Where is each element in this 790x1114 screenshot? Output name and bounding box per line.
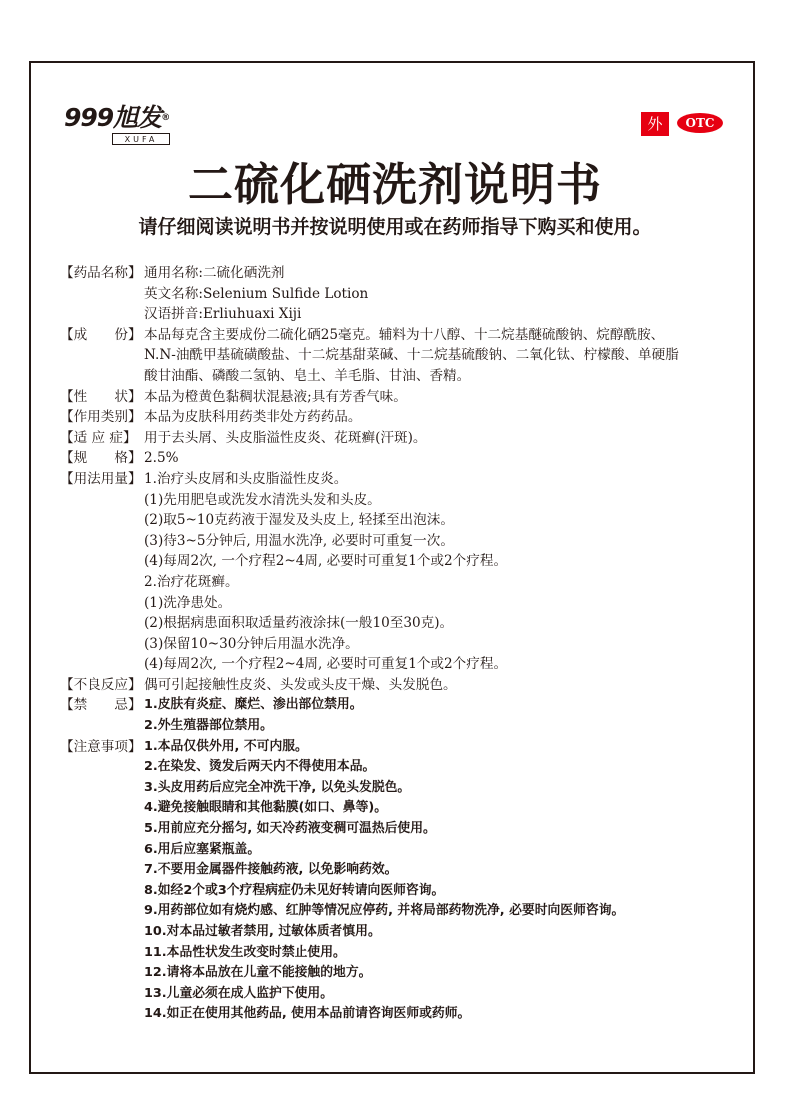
- section-row: [60, 263, 760, 325]
- section-content: [144, 263, 760, 325]
- section-line: 汉语拼音:Erliuhuaxi Xiji: [144, 306, 302, 323]
- section-label: 【规 格】: [60, 450, 142, 467]
- section-line: 10.对本品过敏者禁用, 过敏体质者慎用。: [144, 924, 381, 939]
- section-row: [60, 407, 760, 428]
- section-row: [60, 428, 760, 449]
- section-content: [144, 428, 760, 449]
- section-line: 本品为橙黄色黏稠状混悬液;具有芳香气味。: [144, 388, 407, 405]
- section-row: [60, 675, 760, 696]
- section-content: [144, 325, 760, 387]
- section-line: 13.儿童必须在成人监护下使用。: [144, 985, 334, 1001]
- section-line: 用于去头屑、头皮脂溢性皮炎、花斑癣(汗斑)。: [144, 429, 427, 446]
- section-line: (2)取5~10克药液于湿发及头皮上, 轻揉至出泡沫。: [144, 512, 454, 529]
- section-line: (3)保留10~30分钟后用温水洗净。: [144, 635, 359, 652]
- section-line: 酸甘油酯、磷酸二氢钠、皂土、羊毛脂、甘油、香精。: [144, 367, 471, 384]
- instruction-body: [60, 263, 760, 1025]
- section-row: [60, 387, 760, 408]
- section-label: 【作用类别】: [60, 409, 142, 426]
- section-line: 偶可引起接触性皮炎、头发或头皮干燥、头发脱色。: [144, 676, 457, 693]
- section-line: 1.治疗头皮屑和头皮脂溢性皮炎。: [144, 470, 348, 487]
- section-line: 3.头皮用药后应完全冲洗干净, 以免头发脱色。: [144, 779, 411, 795]
- section-line: 12.请将本品放在儿童不能接触的地方。: [144, 965, 372, 981]
- section-line: 2.5%: [144, 450, 179, 467]
- section-label: 【适 应 症】: [60, 429, 137, 446]
- section-line: 本品为皮肤科用药类非处方药药品。: [144, 409, 362, 426]
- document-subtitle: 请仔细阅读说明书并按说明使用或在药师指导下购买和使用。: [138, 216, 652, 238]
- section-row: [60, 737, 760, 1025]
- section-line: 6.用后应塞紧瓶盖。: [144, 841, 261, 857]
- section-line: N.N-油酰甲基硫磺酸盐、十二烷基甜菜碱、十二烷基硫酸钠、二氧化钛、柠檬酸、单硬脂: [144, 347, 679, 364]
- section-line: (4)每周2次, 一个疗程2~4周, 必要时可重复1个或2个疗程。: [144, 553, 508, 570]
- external-use-badge: 外: [641, 112, 669, 136]
- section-label: 【禁 忌】: [60, 697, 142, 714]
- section-row: [60, 448, 760, 469]
- section-line: 2.在染发、烫发后两天内不得使用本品。: [144, 759, 376, 775]
- section-content: [144, 407, 760, 428]
- section-label: 【性 状】: [60, 388, 142, 405]
- section-content: [144, 695, 760, 736]
- section-line: 4.避免接触眼睛和其他黏膜(如口、鼻等)。: [144, 800, 388, 816]
- section-label: 【注意事项】: [60, 738, 142, 755]
- section-line: (2)根据病患面积取适量药液涂抹(一般10至30克)。: [144, 615, 454, 632]
- section-label: 【不良反应】: [60, 676, 142, 693]
- section-line: 14.如正在使用其他药品, 使用本品前请咨询医师或药师。: [144, 1006, 471, 1022]
- section-line: 本品每克含主要成份二硫化硒25毫克。辅料为十八醇、十二烷基醚硫酸钠、烷醇酰胺、: [144, 326, 665, 343]
- section-line: 8.如经2个或3个疗程病症仍未见好转请向医师咨询。: [144, 882, 445, 898]
- otc-badge: OTC: [677, 113, 723, 133]
- registered-mark: ®: [161, 113, 170, 123]
- section-line: (1)洗净患处。: [144, 594, 232, 611]
- logo-text: 999旭发: [64, 103, 162, 132]
- section-line: 英文名称:Selenium Sulfide Lotion: [144, 285, 369, 302]
- section-line: 7.不要用金属器件接触药液, 以免影响药效。: [144, 862, 398, 878]
- logo-subtext: XUFA: [112, 133, 170, 145]
- section-line: 11.本品性状发生改变时禁止使用。: [144, 944, 346, 960]
- section-content: [144, 675, 760, 696]
- section-line: 通用名称:二硫化硒洗剂: [144, 265, 285, 281]
- section-line: 2.外生殖器部位禁用。: [144, 718, 273, 734]
- section-label: 【药品名称】: [60, 265, 142, 281]
- section-content: [144, 387, 760, 408]
- section-line: 1.皮肤有炎症、糜烂、渗出部位禁用。: [144, 697, 363, 713]
- section-content: [144, 737, 760, 1025]
- document-title: 二硫化硒洗剂说明书: [187, 158, 602, 211]
- section-label: 【用法用量】: [60, 470, 142, 487]
- section-line: (4)每周2次, 一个疗程2~4周, 必要时可重复1个或2个疗程。: [144, 656, 508, 673]
- section-line: 5.用前应充分摇匀, 如天冷药液变稠可温热后使用。: [144, 821, 436, 837]
- section-content: [144, 448, 760, 469]
- section-row: [60, 325, 760, 387]
- section-line: (1)先用肥皂或洗发水清洗头发和头皮。: [144, 491, 381, 508]
- section-line: (3)待3~5分钟后, 用温水洗净, 必要时可重复一次。: [144, 532, 454, 549]
- section-line: 2.治疗花斑癣。: [144, 573, 239, 590]
- section-row: [60, 469, 760, 675]
- section-line: 9.用药部位如有烧灼感、红肿等情况应停药, 并将局部药物洗净, 必要时向医师咨询。: [144, 903, 625, 919]
- brand-logo: [64, 103, 184, 149]
- section-row: [60, 695, 760, 736]
- section-content: [144, 469, 760, 675]
- section-line: 1.本品仅供外用, 不可内服。: [144, 738, 308, 754]
- section-label: 【成 份】: [60, 326, 142, 343]
